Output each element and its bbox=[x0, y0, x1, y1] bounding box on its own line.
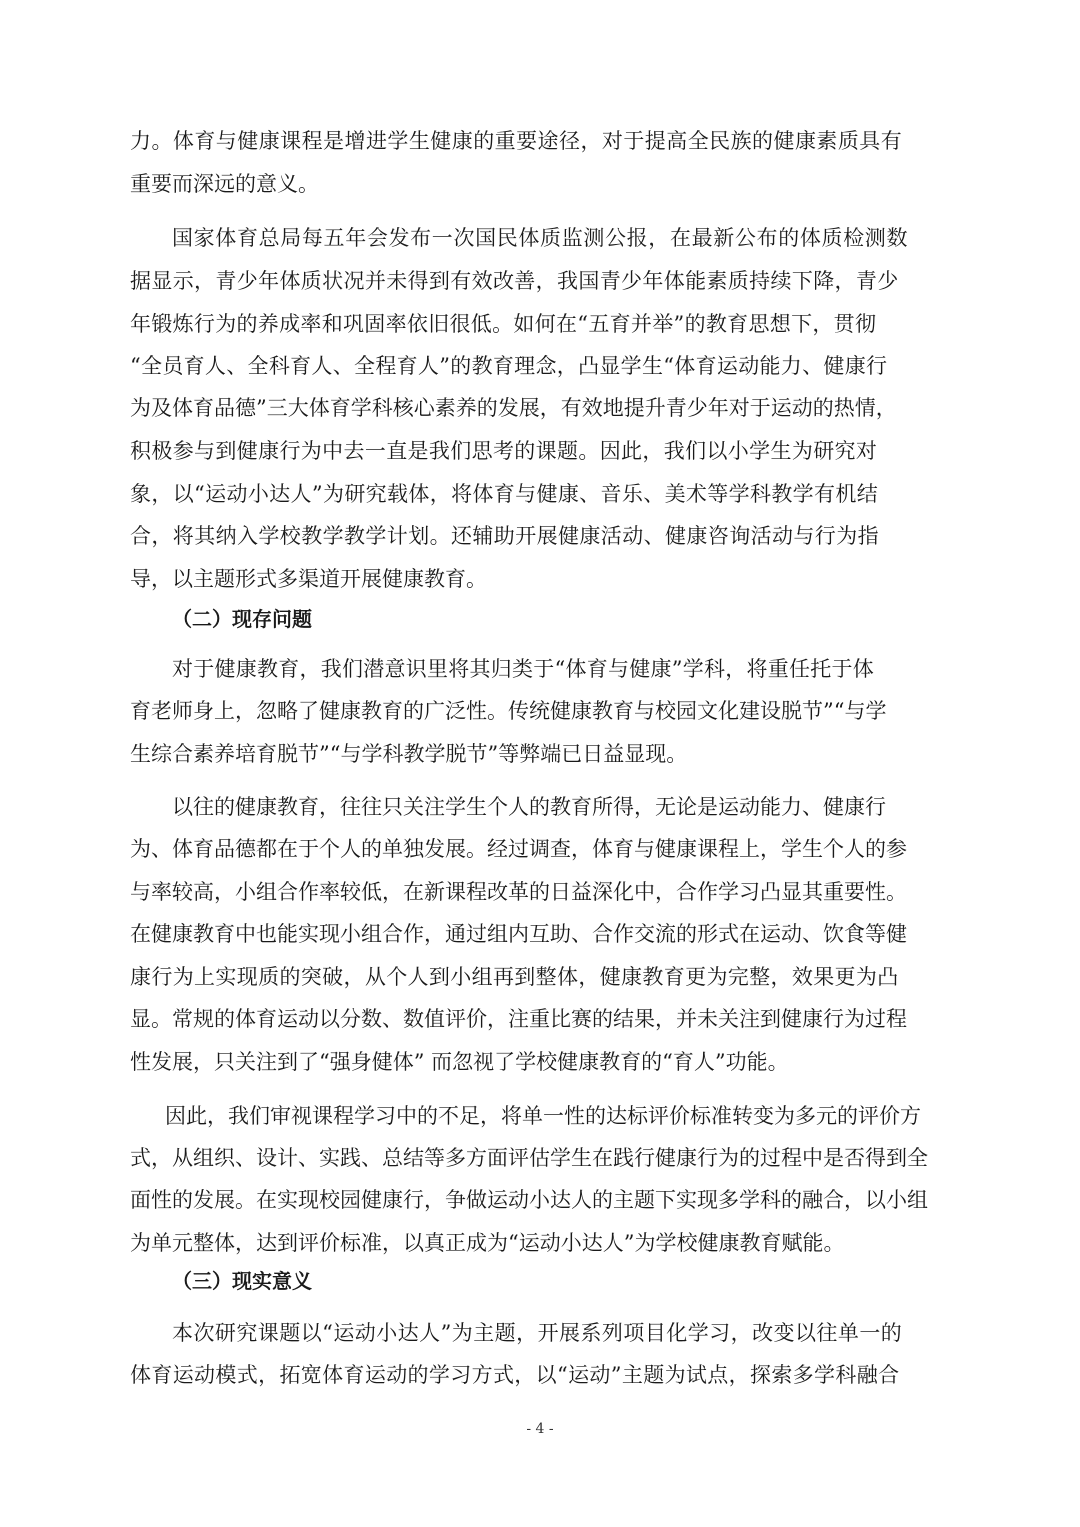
text-line: 康行为上实现质的突破，从个人到小组再到整体，健康教育更为完整，效果更为凸 bbox=[130, 965, 899, 989]
text-line: 据显示，青少年体质状况并未得到有效改善，我国青少年体能素质持续下降，青少 bbox=[130, 269, 899, 293]
text-line: 面性的发展。在实现校园健康行，争做运动小达人的主题下实现多学科的融合，以小组 bbox=[130, 1188, 928, 1212]
page-number: - 4 - bbox=[526, 1421, 554, 1437]
text-line: 因此，我们审视课程学习中的不足，将单一性的达标评价标准转变为多元的评价方 bbox=[165, 1104, 921, 1128]
section-heading: （二）现存问题 bbox=[172, 607, 312, 631]
text-line: 重要而深远的意义。 bbox=[130, 172, 319, 196]
text-line: 积极参与到健康行为中去一直是我们思考的课题。因此，我们以小学生为研究对 bbox=[130, 439, 878, 463]
text-line: 本次研究课题以“运动小达人”为主题，开展系列项目化学习，改变以往单一的 bbox=[172, 1321, 903, 1345]
text-line: 年锻炼行为的养成率和巩固率依旧很低。如何在“五育并举”的教育思想下，贯彻 bbox=[130, 312, 877, 336]
section-heading: （三）现实意义 bbox=[172, 1269, 312, 1293]
text-line: 式，从组织、设计、实践、总结等多方面评估学生在践行健康行为的过程中是否得到全 bbox=[130, 1146, 928, 1170]
text-line: 育老师身上，忽略了健康教育的广泛性。传统健康教育与校园文化建设脱节”“与学 bbox=[130, 699, 887, 723]
text-line: “全员育人、全科育人、全程育人”的教育理念，凸显学生“体育运动能力、健康行 bbox=[130, 354, 888, 378]
text-line: 性发展，只关注到了“强身健体” 而忽视了学校健康教育的“育人”功能。 bbox=[130, 1050, 789, 1074]
text-line: 导，以主题形式多渠道开展健康教育。 bbox=[130, 567, 487, 591]
text-line: 以往的健康教育，往往只关注学生个人的教育所得，无论是运动能力、健康行 bbox=[172, 795, 886, 819]
text-line: 显。常规的体育运动以分数、数值评价，注重比赛的结果，并未关注到健康行为过程 bbox=[130, 1007, 907, 1031]
text-line: 对于健康教育，我们潜意识里将其归类于“体育与健康”学科，将重任托于体 bbox=[172, 657, 874, 681]
text-line: 象，以“运动小达人”为研究载体，将体育与健康、音乐、美术等学科教学有机结 bbox=[130, 482, 879, 506]
text-line: 为、体育品德都在于个人的单独发展。经过调查，体育与健康课程上，学生个人的参 bbox=[130, 837, 907, 861]
text-line: 为单元整体，达到评价标准，以真正成为“运动小达人”为学校健康教育赋能。 bbox=[130, 1231, 845, 1255]
text-line: 在健康教育中也能实现小组合作，通过组内互助、合作交流的形式在运动、饮食等健 bbox=[130, 922, 907, 946]
text-line: 与率较高，小组合作率较低，在新课程改革的日益深化中，合作学习凸显其重要性。 bbox=[130, 880, 907, 904]
text-line: 国家体育总局每五年会发布一次国民体质监测公报，在最新公布的体质检测数 bbox=[172, 226, 909, 250]
text-line: 力。体育与健康课程是增进学生健康的重要途径，对于提高全民族的健康素质具有 bbox=[130, 129, 903, 153]
text-line: 合，将其纳入学校教学教学计划。还辅助开展健康活动、健康咨询活动与行为指 bbox=[130, 524, 879, 548]
text-line: 体育运动模式，拓宽体育运动的学习方式，以“运动”主题为试点，探索多学科融合 bbox=[130, 1363, 900, 1387]
text-line: 为及体育品德”三大体育学科核心素养的发展，有效地提升青少年对于运动的热情， bbox=[130, 396, 897, 420]
text-line: 生综合素养培育脱节”“与学科教学脱节”等弊端已日益显现。 bbox=[130, 742, 688, 766]
